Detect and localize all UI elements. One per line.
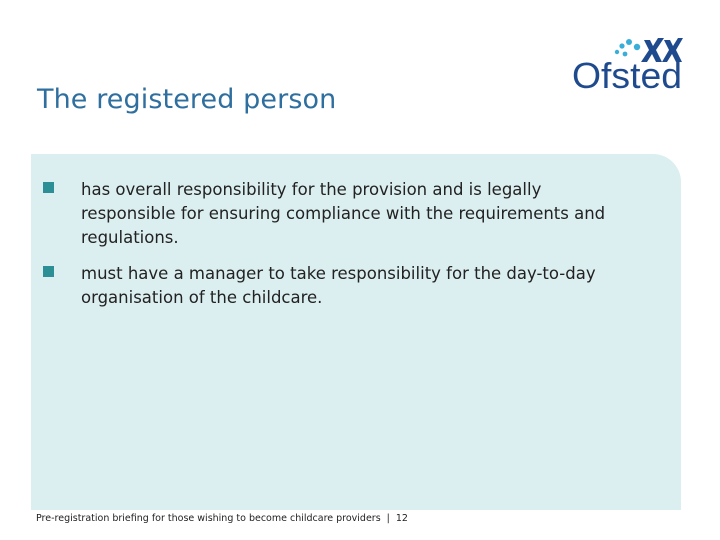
page-number: 12 (395, 513, 408, 524)
ofsted-logo (566, 30, 690, 100)
square-bullet-icon (43, 266, 54, 277)
footer (36, 513, 408, 524)
bullet-text: has overall responsibility for the provision and is legally responsible for ensuring compliance with the requirements and regulations. (81, 180, 606, 247)
footer-separator: | (386, 513, 390, 524)
bullet-text: must have a manager to take responsibility for the day-to-day organisation of the childcare. (81, 264, 596, 307)
square-bullet-icon (43, 182, 54, 193)
bullet-item (43, 262, 633, 310)
footer-caption: Pre-registration briefing for those wishing to become childcare providers (36, 513, 381, 524)
bullet-item (43, 178, 633, 250)
logo-text: Ofsted (572, 55, 682, 96)
slide-title: The registered person (37, 84, 337, 115)
content-panel (31, 154, 681, 510)
star-icon (615, 39, 640, 56)
